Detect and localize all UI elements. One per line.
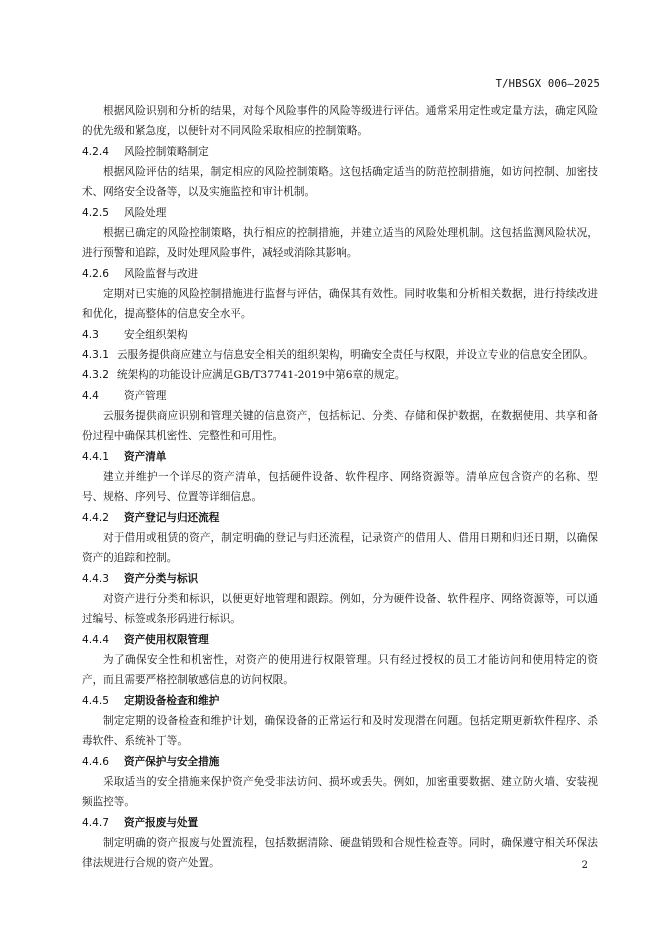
standard-code-header: T/HBSGX 006—2025 <box>495 78 600 90</box>
body-paragraph: 制定明确的资产报废与处置流程，包括数据清除、硬盘销毁和合规性检查等。同时，确保遵守相关环保法律法规进行合规的资产处置。 <box>82 837 598 869</box>
document-body <box>82 102 598 873</box>
section-number: 4.4.2 <box>82 512 109 524</box>
clause-number: 4.3.2 <box>82 368 109 381</box>
section-title: 资产清单 <box>124 451 167 463</box>
body-paragraph: 对资产进行分类和标识，以便更好地管理和跟踪。例如，分为硬件设备、软件程序、网络资源等，可以通过编号、标签或条形码进行标识。 <box>82 593 598 625</box>
section-title: 风险处理 <box>124 207 167 219</box>
numbered-clause <box>82 346 598 366</box>
section-title: 资产登记与归还流程 <box>124 512 220 524</box>
clause-text: 统架构的功能设计应满足GB/T37741-2019中第6章的规定。 <box>116 368 406 381</box>
section-number: 4.4.3 <box>82 573 109 585</box>
section-number: 4.2.4 <box>82 146 109 158</box>
section-title: 资产保护与安全措施 <box>124 756 220 768</box>
page-number: 2 <box>581 860 588 871</box>
section-title: 资产使用权限管理 <box>124 634 209 646</box>
body-paragraph: 为了确保安全性和机密性，对资产的使用进行权限管理。只有经过授权的员工才能访问和使用特定的资产，而且需要严格控制敏感信息的访问权限。 <box>82 654 598 686</box>
section-heading <box>82 751 598 773</box>
section-number: 4.3 <box>82 329 99 341</box>
section-title: 风险监督与改进 <box>124 268 199 280</box>
section-title: 资产分类与标识 <box>124 573 199 585</box>
section-heading <box>82 324 598 346</box>
clause-text: 云服务提供商应建立与信息安全相关的组织架构，明确安全责任与权限，并设立专业的信息安全团队。 <box>116 349 594 361</box>
section-number: 4.4.7 <box>82 817 109 829</box>
section-heading <box>82 568 598 590</box>
body-paragraph: 定期对已实施的风险控制措施进行监督与评估，确保其有效性。同时收集和分析相关数据，进行持续改进和优化，提高整体的信息安全水平。 <box>82 288 598 320</box>
section-heading <box>82 446 598 468</box>
section-heading <box>82 812 598 834</box>
section-heading <box>82 202 598 224</box>
body-paragraph: 根据风险评估的结果，制定相应的风险控制策略。这包括确定适当的防范控制措施，如访问控制、加密技术、网络安全设备等，以及实施监控和审计机制。 <box>82 166 598 198</box>
section-heading <box>82 629 598 651</box>
section-number: 4.4.1 <box>82 451 109 463</box>
section-number: 4.4 <box>82 390 99 402</box>
section-number: 4.4.6 <box>82 756 109 768</box>
body-paragraph: 制定定期的设备检查和维护计划，确保设备的正常运行和及时发现潜在问题。包括定期更新软件程序、杀毒软件、系统补丁等。 <box>82 715 598 747</box>
section-title: 安全组织架构 <box>124 329 188 341</box>
section-heading <box>82 507 598 529</box>
section-number: 4.4.4 <box>82 634 109 646</box>
section-heading <box>82 141 598 163</box>
section-title: 资产报废与处置 <box>124 817 199 829</box>
section-number: 4.4.5 <box>82 695 109 707</box>
body-paragraph: 对于借用或租赁的资产，制定明确的登记与归还流程，记录资产的借用人、借用日期和归还日期，以确保资产的追踪和控制。 <box>82 532 598 564</box>
section-number: 4.2.6 <box>82 268 109 280</box>
numbered-clause <box>82 366 598 386</box>
body-paragraph: 根据已确定的风险控制策略，执行相应的控制措施，并建立适当的风险处理机制。这包括监测风险状况，进行预警和追踪，及时处理风险事件，减轻或消除其影响。 <box>82 227 598 259</box>
body-paragraph: 根据风险识别和分析的结果，对每个风险事件的风险等级进行评估。通常采用定性或定量方法，确定风险的优先级和紧急度，以便针对不同风险采取相应的控制策略。 <box>82 105 598 137</box>
section-title: 定期设备检查和维护 <box>124 695 220 707</box>
body-paragraph: 云服务提供商应识别和管理关键的信息资产，包括标记、分类、存储和保护数据，在数据使用、共享和备份过程中确保其机密性、完整性和可用性。 <box>82 410 598 442</box>
section-heading <box>82 385 598 407</box>
body-paragraph: 采取适当的安全措施来保护资产免受非法访问、损坏或丢失。例如，加密重要数据、建立防火墙、安装视频监控等。 <box>82 776 598 808</box>
section-heading <box>82 690 598 712</box>
section-title: 风险控制策略制定 <box>124 146 209 158</box>
section-title: 资产管理 <box>124 390 167 402</box>
body-paragraph: 建立并维护一个详尽的资产清单，包括硬件设备、软件程序、网络资源等。清单应包含资产的名称、型号、规格、序列号、位置等详细信息。 <box>82 471 598 503</box>
section-number: 4.2.5 <box>82 207 109 219</box>
clause-number: 4.3.1 <box>82 349 109 361</box>
section-heading <box>82 263 598 285</box>
